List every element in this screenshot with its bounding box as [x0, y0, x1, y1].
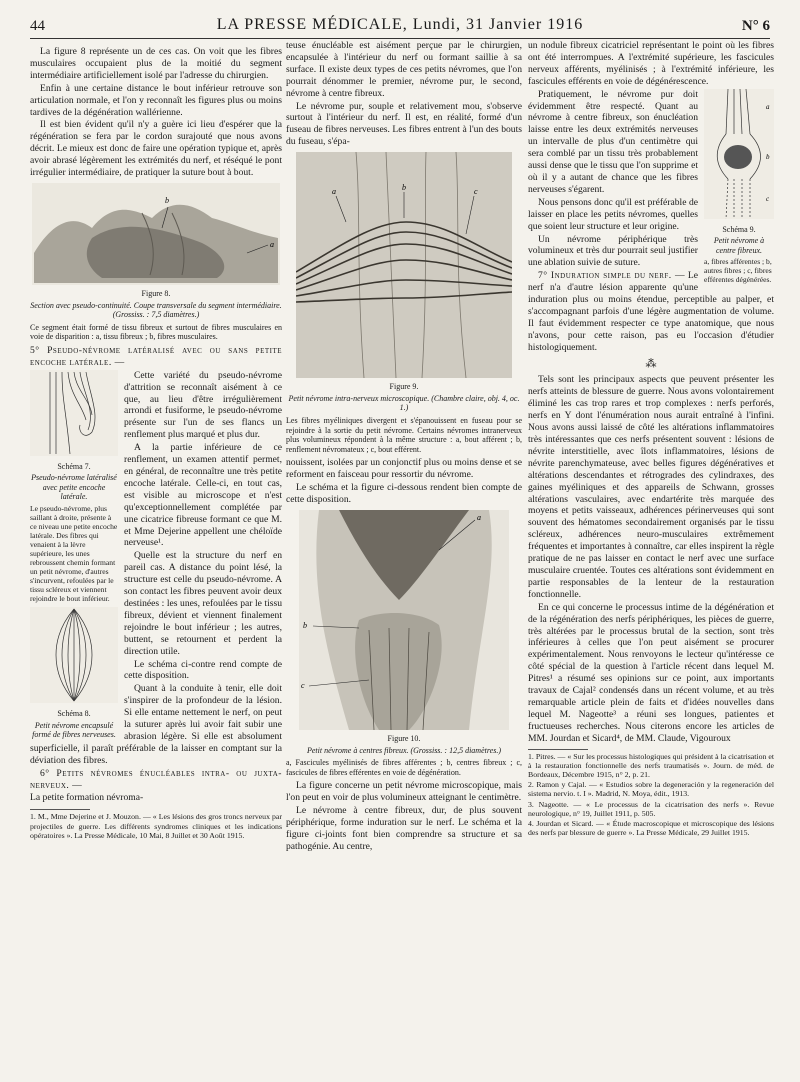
section-7-paragraph: 7° Induration simple du nerf. — Le nerf n'a d'autre lésion apparente qu'une induration plus ou moins étendue, perceptible au palper, et s'accompagnant parfois d'une légère augmentation de volume. Il faut évidemment respecter ce type anatomique, que nous n'avons, pour cette raison, pas eu l'occasion d'étudier histologiquement. [528, 270, 774, 353]
schema-9-drawing [704, 89, 774, 219]
column-1 [30, 46, 282, 841]
page-header [30, 14, 770, 39]
column-2 [286, 40, 522, 854]
paragraph: Le schéma et la figure ci-dessous rendent bien compte de cette disposition. [286, 482, 522, 506]
figure-9-label: Figure 9. [389, 382, 419, 392]
paragraph: A la partie inférieure de ce renflement, un examen attentif permet, en général, de reconnaître une très petite encoche latérale. Celle-ci, en tout cas, est visible au microscope et n'est qu'exceptionnellement complétée par une cicatrice fibreuse formant ce que M. et Mme Dejerine appellent une chéloïde nerveuse¹. [124, 442, 282, 549]
figure-8-image [32, 183, 280, 285]
paragraph: La figure concerne un petit névrome microscopique, mais l'on peut en voir de plus volumineux atteignant le centimètre. [286, 780, 522, 804]
figure-8-label: Figure 8. [141, 288, 171, 298]
figure-10-caption: Petit névrome à centres fibreux. (Grossiss. : 12,5 diamètres.) [306, 745, 502, 755]
footnote-4: 4. Jourdan et Sicard. — « Étude macroscopique et microscopique des lésions des nerfs par blessure de guerre ». La Presse Médicale, 29 Juillet 1915. [528, 818, 774, 838]
figure-8-note: Ce segment était formé de tissu fibreux et surtout de fibres musculaires en voie de disparition : a, tissu fibreux ; b, fibres musculaires. [30, 322, 282, 342]
paragraph: Quant à la conduite à tenir, elle doit s'inspirer de la profondeur de la lésion. Si elle entame nettement le nerf, on peut la suturer après lui avoir fait subir une abrasion légère. Si elle est absolument superficielle, il paraît préférable de la laisser en comptant sur la déviation des fibres. [30, 683, 282, 766]
paragraph: un nodule fibreux cicatriciel représentant le point où les fibres ont été interrompues. A l'extrémité supérieure, les fascicules nerveux afférents, myélinisés ; à l'extrémité inférieure, les fascicules efférents en voie de dégénérescence. [528, 40, 774, 87]
asterism: ⁂ [645, 357, 657, 370]
paragraph: Le névrome à centre fibreux, dur, de plus souvent périphérique, forme induration sur le nerf. Le schéma et la figure ci-joints font bien comprendre sa structure et sa pathogénie. Au centre, [286, 805, 522, 852]
figure-9-caption: Petit névrome intra-nerveux microscopique. (Chambre claire, obj. 4, oc. 1.) [288, 393, 520, 413]
paragraph: Cette variété du pseudo-névrome d'attrition se reconnaît aisément à ce que, au lieu d'être irrégulièrement arrondi et fusiforme, le pseudo-névrome présente sur l'un de ses flancs un renflement plus marqué et plus dur. [124, 369, 282, 441]
paragraph: Quelle est la structure du nerf en pareil cas. A distance du point lésé, la structure est celle du pseudo-névrome. A son contact les fibres peuvent avoir deux destinées : les unes, refoulées par le tissu fibreux, dévient et viennent finalement rejoindre le bout inférieur ; les autres, buttent, se retournent et perdent la direction utile. [124, 550, 282, 657]
footnote-3: 3. Nageotte. — « Le processus de la cicatrisation des nerfs ». Revue neurologique, n° 19, Juillet 1911, p. 505. [528, 799, 774, 818]
paragraph: Il est bien évident qu'il n'y a guère ici lieu d'espérer que la régénération se fera par le cordon surajouté que nous avons décrit. Le mieux est donc de faire une opération typique et, après avoir abrasé légèrement les extrémités du nerf, et réséqué le pont irrégulier intermédiaire, de pratiquer la suture bout à bout. [30, 119, 282, 179]
figure-10-label-a: a [477, 512, 481, 522]
figure-8-drawing [32, 183, 280, 285]
schema-7-box [30, 370, 118, 742]
figure-9-note: Les fibres myéliniques divergent et s'épanouissent en fuseau pour se rejoindre à la sortie du petit névrome. Certains névromes intranerveux plus volumineux répondent à la même structure : a, bout afférent ; b, renflement névromateux ; c, bout efférent. [286, 415, 522, 454]
paragraph: Enfin à une certaine distance le bout inférieur retrouve son articulation normale, et l'on y reconnaît les figures plus ou moins tardives de la dégénération wallérienne. [30, 82, 282, 118]
schema-9-caption: Petit névrome à centre fibreux. [713, 236, 765, 255]
schema-8-drawing [30, 607, 118, 703]
section-6-title: 6° Petits névromes énucléables intra- ou juxta-nerveux. — [30, 767, 282, 791]
paragraph: nouissent, isolées par un conjonctif plus ou moins dense et se reforment en faisceau pour ressortir du névrome. [286, 457, 522, 481]
paragraph: Pratiquement, le névrome pur doit évidemment être respecté. Quant au névrome à centre fibreux, son énucléation laisse entre les deux extrémités nerveuses un intervalle de plus d'un centimètre qui sera comblé par un tissu très probablement aussi dense que le tissu que l'on supprime et où il y a autant de chance que les fibres nerveuses s'égarent. [528, 88, 698, 195]
paragraph: Un névrome périphérique très volumineux et très dur pourrait seul justifier une ablation suivie de suture. [528, 233, 698, 269]
schema-7-label: Schéma 7. [57, 461, 91, 471]
schema-9-note: a, fibres afférentes ; b, autres fibres ; c, fibres efférentes dégénérées. [704, 257, 772, 285]
column-3 [528, 40, 774, 838]
figure-10-label-c: c [301, 680, 305, 690]
figure-9-drawing [296, 152, 512, 378]
schema-9-box [704, 89, 774, 285]
figure-9-label-b: b [402, 183, 406, 193]
schema-7-drawing [30, 370, 118, 456]
schema-8-caption: Petit névrome encapsulé formé de fibres nerveuses. [32, 720, 116, 740]
figure-9-label-a: a [332, 187, 336, 197]
issue-number: N° 6 [741, 18, 770, 34]
page-number: 44 [30, 18, 45, 34]
figure-8-label-a: a [270, 239, 274, 249]
paragraph: Le névrome pur, souple et relativement mou, s'observe surtout à l'intérieur du nerf. Il est, en réalité, formé d'un fuseau de fibres nerveuses. Les fibres entrent à l'un des bouts du fuseau, s'épa- [286, 100, 522, 148]
paragraph: La petite formation névroma- [30, 792, 144, 804]
footnote-2: 2. Ramon y Cajal. — « Estudios sobre la degeneración y la regeneración del sistema nervio. t. I ». Madrid, N. Moya, édit., 1913. [528, 780, 774, 799]
figure-8-caption: Section avec pseudo-continuité. Coupe transversale du segment intermédiaire. (Grossiss. : 7,5 diamètres.) [30, 300, 282, 320]
schema-7-note: Le pseudo-névrome, plus saillant à droite, présente à ce niveau une petite encoche latérale. Des fibres qui venaient à la lèvre supérieure, les unes rebroussent chemin formant un petit névrome, d'autres s'incurvent, refoulées par le tissu scléreux et viennent rejoindre le bout inférieur. [30, 504, 118, 604]
figure-9-image [296, 152, 512, 378]
footnote-rule [528, 749, 588, 750]
footnote-rule [30, 809, 90, 810]
figure-10-label: Figure 10. [387, 733, 421, 743]
journal-title: LA PRESSE MÉDICALE, Lundi, 31 Janvier 1916 [216, 16, 584, 33]
footnote-1: 1. M., Mme Dejerine et J. Mouzon. — « Les lésions des gros troncs nerveux par projectiles de guerre. Les différents syndromes cliniques et les indications opératoires ». La Presse Médicale, 10 Mai, 8 Juillet et 30 Août 1915. [30, 812, 282, 840]
paragraph: Le schéma ci-contre rend compte de cette disposition. [124, 658, 282, 682]
footnote-1: 1. Pitres. — « Sur les processus histologiques qui président à la cicatrisation et à la restauration fonctionnelle des nerfs traumatisés ». Journ. de méd. de Bordeaux, Décembre 1915, n° 2, p. 21. [528, 751, 774, 779]
section-5-title: 5° Pseudo-névrome latéralisé avec ou sans petite encoche latérale. — [30, 344, 282, 368]
schema-9-label-b: b [766, 152, 770, 161]
figure-10-note: a, Fascicules myélinisés de fibres afférentes ; b, centres fibreux ; c, fascicules de fibres efférentes en voie de dégénération. [286, 758, 522, 777]
schema-8-label: Schéma 8. [57, 708, 91, 718]
schema-9-label-c: c [766, 194, 770, 203]
paragraph: teuse énucléable est aisément perçue par le chirurgien, encapsulée à l'intérieur du nerf ou formant saillie à sa surface. Il existe deux types de ces petits névromes, que l'on pourrait dénommer le premier, névrome pur, le second, névrome à centre fibreux. [286, 40, 522, 99]
schema-7-caption: Pseudo-névrome latéralisé avec petite encoche latérale. [31, 473, 117, 502]
figure-10-drawing [299, 510, 509, 730]
figure-10-label-b: b [303, 620, 307, 630]
paragraph: En ce qui concerne le processus intime de la dégénération et de la régénération des nerfs périphériques, les pièces de guerre, très altérées par le processus brutal de la section, sont très inférieures à celles que l'on peut aisément se procurer expérimentalement. Nous renvoyons le lecteur qu'intéresse ce côté spécial de la question à l'article récent dans lequel M. Pitres¹ a résumé ses opinions sur ce point, aux importants travaux de Cajal² condensés dans un récent volume, et au très remarquable article plein de faits et d'idées nouvelles dans lequel M. Nageotte³ a réuni ses longues, patientes et fructueuses recherches. Nous citerons encore les articles de MM. Jourdan et Sicard⁴, de MM. Claude, Vigouroux [528, 601, 774, 744]
paragraph: Nous pensons donc qu'il est préférable de laisser en place les petits névromes, quelles que soient leur structure et leur origine. [528, 196, 698, 232]
figure-9-label-c: c [474, 187, 478, 197]
paragraph: Tels sont les principaux aspects que peuvent présenter les nerfs atteints de blessure de guerre. Nous avons volontairement éliminé les cas trop rares et trop complexes : nerfs perforés, nerfs en Y dont l'énumération nous aurait entraîné à l'infini. Nous avons aussi laissé de côté les altérations inflammatoires très intéressantes que ces nerfs présentent souvent : lésions de névrite interstitielle, avec îlots inflammatoires, lésions de névrite parenchymateuse, avec belles figures dégénératives et altérations descendantes et rétrogrades des cylindraxes, des gaines myéliniques et des appareils de Schwann, grosses altérations vasculaires, avec endartérite très marquée des moyens et petits vaisseaux, adhérences périnerveuses qui sont souvent des hématomes secondairement organisés par le tissu scléreux, adhérences neuro-musculaires extrêmement fréquentes et importantes à connaître, car elles inspirent la règle pratique de ne pas laisser en contact le nerf avec une surface musculaire cruentée. Toutes ces altérations sont évidemment en partie responsables de la lenteur de la restauration fonctionnelle. [528, 374, 774, 600]
figure-10-image [299, 510, 509, 730]
paragraph: La figure 8 représente un de ces cas. On voit que les fibres musculaires occupaient plus de la moitié du segment intermédiaire artificiellement isolé par l'adresse du chirurgien. [30, 46, 282, 81]
schema-9-label-a: a [766, 102, 770, 111]
figure-8-label-b: b [165, 195, 169, 205]
schema-9-label: Schéma 9. [722, 224, 756, 234]
